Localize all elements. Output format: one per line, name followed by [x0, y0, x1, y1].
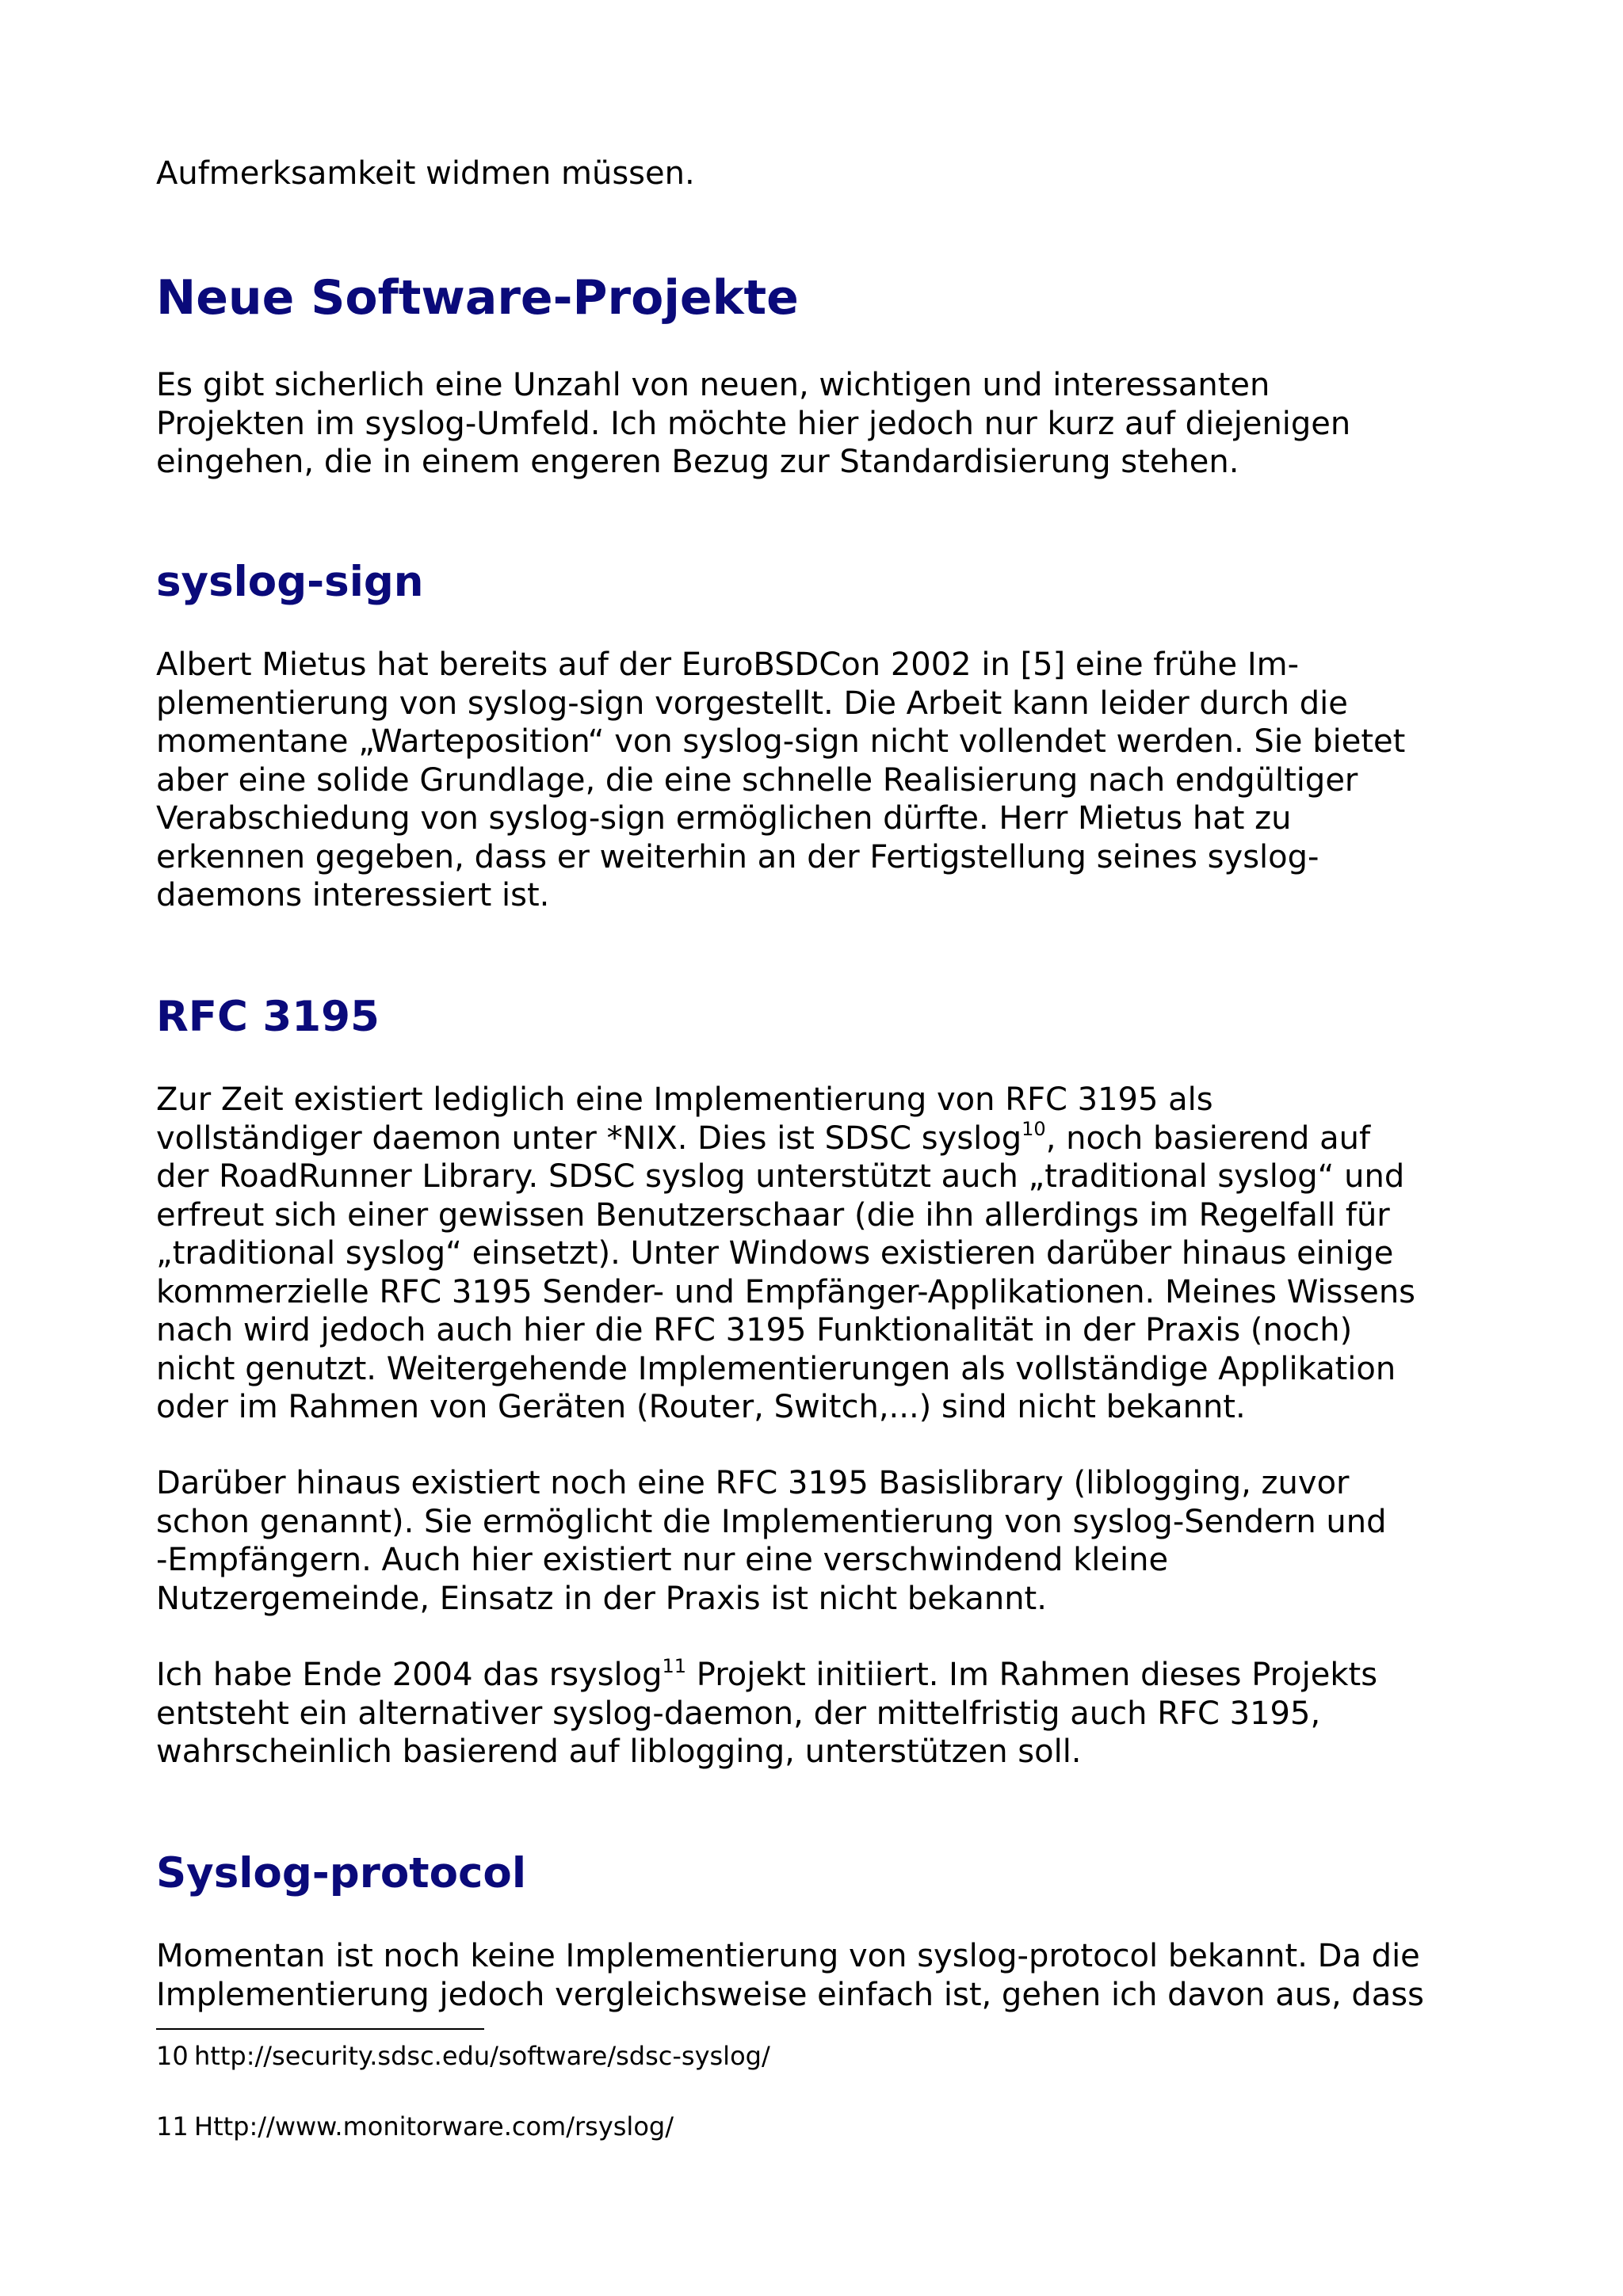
paragraph-syslog-sign: Albert Mietus hat bereits auf der EuroBSDCon 2002 in [5] eine frühe Im- plementierung von syslog-sign vorgestellt. Die Arbeit kann leider durch die momentane „Warteposition“ von syslog-sign nicht vollendet werden. Sie bietet aber eine solide Grundlage, die eine schnelle Realisierung nach endgültiger Verabschiedung von syslog-sign ermöglichen dürfte. Herr Mietus hat zu erkennen gegeben, dass er weiterhin an der Fertigstellung seines syslog- daemons interessiert ist.: [156, 646, 1406, 913]
intro-paragraph: Es gibt sicherlich eine Unzahl von neuen, wichtigen und interessanten Projekten im syslog-Umfeld. Ich möchte hier jedoch nur kurz auf diejenigen eingehen, die in einem engeren Bezug zur Standardisierung stehen.: [156, 367, 1351, 480]
paragraph-rfc3195-implementations: [156, 1081, 1472, 1427]
intro-line: Aufmerksamkeit widmen müssen.: [156, 155, 695, 192]
paragraph-rsyslog: [156, 1656, 1472, 1772]
footnote-ref-11: 11: [662, 1654, 687, 1677]
footnote-separator: [156, 2028, 484, 2030]
paragraph-text: , noch basierend auf der RoadRunner Library. SDSC syslog unterstützt auch „traditional syslog“ und erfreut sich einer gewissen Benutzerschaar (die ihn allerdings im Regelfall für „traditional syslog“ einsetzt). Unter Windows existieren darüber hinaus einige kommerzielle RFC 3195 Sender- und Empfänger-Applikationen. Meines Wissens nach wird jedoch auch hier die RFC 3195 Funktionalität in der Praxis (noch) nicht genutzt. Weitergehende Implementierungen als vollständige Applikation oder im Rahmen von Geräten (Router, Switch,...) sind nicht bekannt.: [156, 1119, 1416, 1425]
paragraph-syslog-protocol: Momentan ist noch keine Implementierung von syslog-protocol bekannt. Da die Implementierung jedoch vergleichsweise einfach ist, gehen ich davon aus, dass: [156, 1938, 1424, 2013]
subsection-title-rfc3195: RFC 3195: [156, 993, 380, 1041]
paragraph-text: Zur Zeit existiert lediglich eine Implementierung von RFC 3195 als vollständiger daemon unter *NIX. Dies ist SDSC syslog: [156, 1081, 1213, 1157]
footnote-10: [156, 2040, 1472, 2072]
footnote-11: [156, 2111, 1472, 2142]
paragraph-text: Projekt initiiert. Im Rahmen dieses Projekts entsteht ein alternativer syslog-daemon, der mittelfristig auch RFC 3195, wahrscheinlich basierend auf liblogging, unterstützen soll.: [156, 1657, 1378, 1770]
paragraph-text: Ich habe Ende 2004 das rsyslog: [156, 1657, 663, 1693]
footnote-ref-10: 10: [1022, 1118, 1046, 1141]
subsection-title-syslog-protocol: Syslog-protocol: [156, 1849, 527, 1897]
subsection-title-syslog-sign: syslog-sign: [156, 558, 424, 606]
footnote-link[interactable]: Http://www.monitorware.com/rsyslog/: [194, 2111, 674, 2142]
paragraph-rfc3195-library: Darüber hinaus existiert noch eine RFC 3195 Basislibrary (liblogging, zuvor schon genannt). Sie ermöglicht die Implementierung von syslog-Sendern und -Empfängern. Auch hier existiert nur eine verschwindend kleine Nutzergemeinde, Einsatz in der Praxis ist nicht bekannt.: [156, 1465, 1387, 1617]
footnote-number: 10: [156, 2041, 189, 2071]
footnote-number: 11: [156, 2111, 189, 2142]
footnote-link[interactable]: http://security.sdsc.edu/software/sdsc-syslog/: [194, 2041, 770, 2071]
section-title: Neue Software-Projekte: [156, 270, 799, 326]
